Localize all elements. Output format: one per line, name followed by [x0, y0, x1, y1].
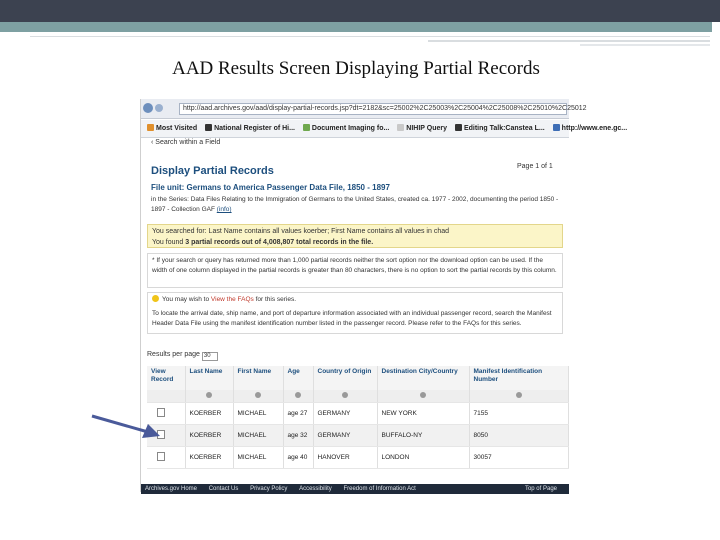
- search-summary-box: [147, 224, 563, 248]
- footer-link[interactable]: Archives.gov Home: [145, 486, 198, 492]
- forward-arrow-icon[interactable]: [155, 104, 163, 112]
- sort-icon[interactable]: [377, 390, 469, 403]
- sort-icon[interactable]: [469, 390, 569, 403]
- footer-link[interactable]: Privacy Policy: [250, 486, 288, 492]
- site-footer: [141, 484, 569, 494]
- footer-link[interactable]: Freedom of Information Act: [343, 486, 416, 492]
- wikipedia-icon: [455, 124, 462, 131]
- faq-link[interactable]: View the FAQs: [210, 296, 254, 303]
- series-description: in the Series: Data Files Relating to the Immigration of Germans to the United States, created ca. 1977 - 2002, documenting the period 1850 - 1897 - Collection GAF (info): [151, 196, 559, 213]
- page-indicator: Page 1 of 1: [517, 163, 553, 170]
- sort-icon[interactable]: [313, 390, 377, 403]
- browser-address-bar: [141, 99, 587, 119]
- records-table: [147, 366, 569, 469]
- file-unit-title: File unit: Germans to America Passenger Data File, 1850 - 1897: [151, 183, 390, 192]
- col-country[interactable]: Country of Origin: [313, 366, 377, 390]
- table-header-row: [147, 366, 569, 390]
- bookmark-item[interactable]: http://www.ene.gc...: [553, 120, 627, 138]
- pointer-arrow-icon: [90, 412, 162, 440]
- sort-icon[interactable]: [185, 390, 233, 403]
- faq-box: You may wish to View the FAQs for this series. To locate the arrival date, ship name, and port of departure information associated with an individual passenger record, search the Manifest Header Data File using the manifest identification number listed in the passenger record. Please refer to the FAQs for this series.: [147, 292, 563, 334]
- result-count-text: You found 3 partial records out of 4,008,807 total records in the file.: [152, 239, 374, 246]
- col-last-name[interactable]: Last Name: [185, 366, 233, 390]
- bookmark-icon: [147, 124, 154, 131]
- bookmark-item[interactable]: Editing Talk:Canstea L...: [455, 120, 545, 138]
- slide-title: AAD Results Screen Displaying Partial Records: [172, 58, 540, 79]
- lightbulb-icon: [152, 295, 159, 302]
- top-of-page-link[interactable]: Top of Page: [524, 486, 557, 492]
- page-title: Display Partial Records: [151, 165, 274, 177]
- footer-link[interactable]: Accessibility: [299, 486, 332, 492]
- table-row: KOERBER MICHAEL age 32 GERMANY BUFFALO-NY 8050: [147, 425, 569, 447]
- sort-icon[interactable]: [283, 390, 313, 403]
- url-field[interactable]: http://aad.archives.gov/aad/display-partial-records.jsp?dt=2182&sc=25002%2C25003%2C25004%2C25008%2C25010%2C25012: [179, 103, 567, 115]
- col-manifest[interactable]: Manifest Identification Number: [469, 366, 569, 390]
- page-icon: [553, 124, 560, 131]
- bookmarks-bar: [141, 120, 628, 138]
- footer-link[interactable]: Contact Us: [208, 486, 239, 492]
- table-row: KOERBER MICHAEL age 27 GERMANY NEW YORK 7155: [147, 403, 569, 425]
- slide-top-bar: [0, 0, 720, 22]
- search-criteria-text: You searched for: Last Name contains all values koerber; First Name contains all values in chad: [152, 228, 450, 235]
- bookmark-item[interactable]: Document Imaging fo...: [303, 120, 389, 138]
- series-info-link[interactable]: (info): [216, 206, 232, 213]
- slide-rule: [580, 44, 710, 46]
- bookmark-item[interactable]: NIHIP Query: [397, 120, 447, 138]
- view-record-icon[interactable]: [157, 452, 165, 461]
- faq-detail: To locate the arrival date, ship name, and port of departure information associated with an individual passenger record, search the Manifest Header Data File using the manifest identification number listed in the passenger record. Please refer to the FAQs for this series.: [152, 310, 552, 327]
- search-within-link[interactable]: ‹ Search within a Field: [151, 139, 221, 146]
- col-first-name[interactable]: First Name: [233, 366, 283, 390]
- bookmark-icon: [303, 124, 310, 131]
- back-arrow-icon[interactable]: [143, 103, 153, 113]
- wikipedia-icon: [205, 124, 212, 131]
- col-age[interactable]: Age: [283, 366, 313, 390]
- sort-row: [147, 390, 569, 403]
- page-icon: [397, 124, 404, 131]
- slide-rule: [30, 36, 710, 37]
- col-view-record[interactable]: View Record: [147, 366, 185, 390]
- col-destination[interactable]: Destination City/Country: [377, 366, 469, 390]
- bookmark-item[interactable]: Most Visited: [147, 120, 197, 138]
- bookmark-item[interactable]: National Register of Hi...: [205, 120, 295, 138]
- slide-accent-band: [0, 22, 712, 32]
- results-per-page: Results per page 30: [147, 351, 218, 361]
- notice-box: * If your search or query has returned more than 1,000 partial records neither the sort option nor the download option can be used. If the width of one column displayed in the partial records is greater than 80 characters, there is no option to sort the partial records by this column.: [147, 253, 563, 288]
- per-page-select[interactable]: 30: [202, 352, 218, 361]
- sort-icon[interactable]: [233, 390, 283, 403]
- slide-rule: [428, 40, 710, 42]
- table-row: KOERBER MICHAEL age 40 HANOVER LONDON 30057: [147, 447, 569, 469]
- aad-screenshot: [140, 99, 628, 492]
